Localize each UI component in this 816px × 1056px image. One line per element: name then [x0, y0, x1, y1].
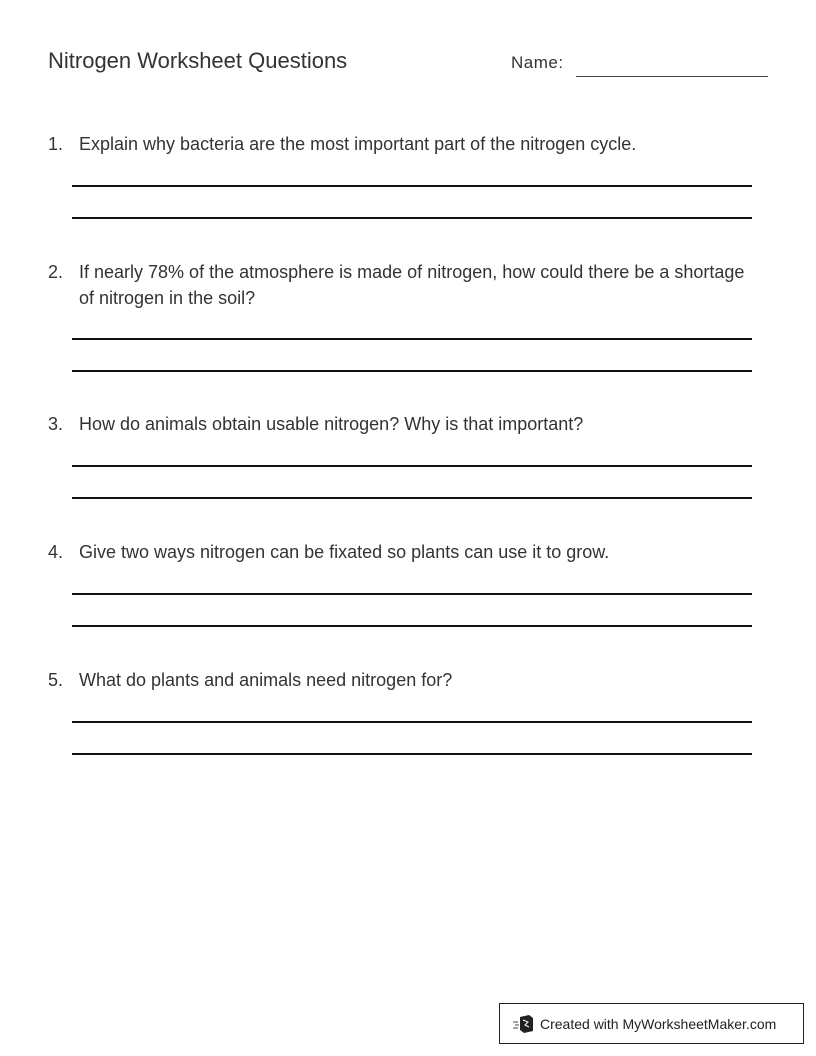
question-1 — [48, 131, 768, 157]
name-field-line[interactable] — [576, 76, 768, 77]
answer-line[interactable] — [72, 338, 752, 340]
answer-line[interactable] — [72, 370, 752, 372]
question-4 — [48, 539, 768, 565]
question-text: What do plants and animals need nitrogen for? — [79, 670, 453, 690]
question-2 — [48, 259, 768, 311]
answer-line[interactable] — [72, 753, 752, 755]
answer-line[interactable] — [72, 593, 752, 595]
worksheet-title: Nitrogen Worksheet Questions — [48, 48, 348, 73]
question-text: If nearly 78% of the atmosphere is made of nitrogen, how could there be a shortage of nitrogen in the soil? — [79, 262, 745, 308]
question-number: 3. — [48, 414, 64, 434]
answer-line[interactable] — [72, 217, 752, 219]
answer-line[interactable] — [72, 497, 752, 499]
answer-line[interactable] — [72, 625, 752, 627]
name-label: Name: — [511, 53, 564, 72]
worksheet-maker-logo-icon — [512, 1014, 534, 1034]
question-number: 4. — [48, 542, 64, 562]
answer-line[interactable] — [72, 185, 752, 187]
question-number: 1. — [48, 134, 64, 154]
answer-line[interactable] — [72, 721, 752, 723]
question-text: Give two ways nitrogen can be fixated so plants can use it to grow. — [79, 542, 610, 562]
footer-badge — [499, 1003, 804, 1044]
footer-text: Created with MyWorksheetMaker.com — [540, 1015, 777, 1032]
question-number: 5. — [48, 670, 64, 690]
answer-line[interactable] — [72, 465, 752, 467]
question-text: How do animals obtain usable nitrogen? Why is that important? — [79, 414, 584, 434]
question-3 — [48, 411, 768, 437]
question-number: 2. — [48, 262, 64, 282]
question-5 — [48, 667, 768, 693]
question-text: Explain why bacteria are the most important part of the nitrogen cycle. — [79, 134, 637, 154]
